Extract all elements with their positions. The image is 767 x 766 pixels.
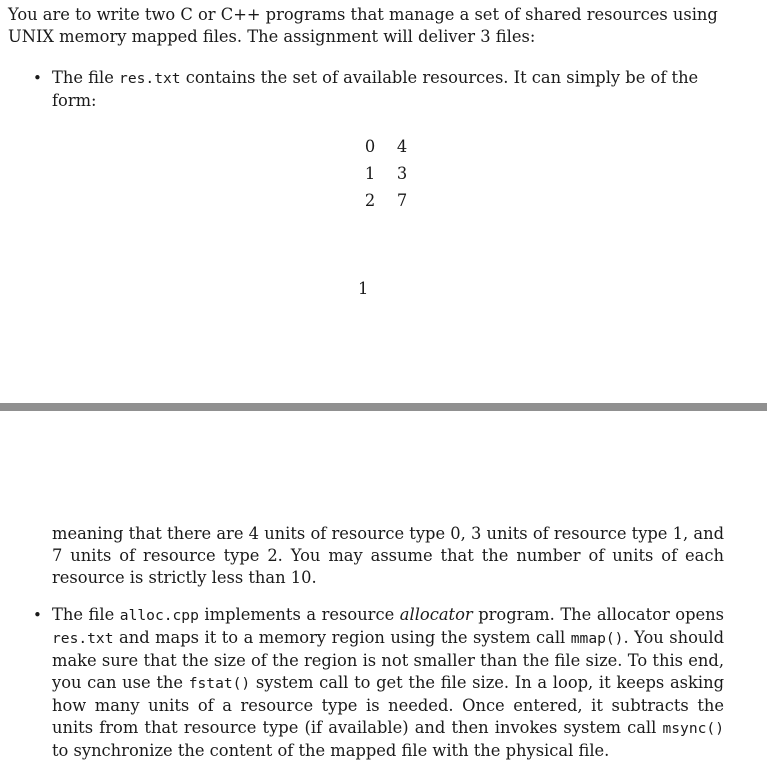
code-alloc-cpp: alloc.cpp xyxy=(119,607,199,624)
table-row xyxy=(360,136,424,163)
item2-s6: system call to get the file size. In a loop, it keeps asking how many units of a resource type is needed. Once entered, it subtracts the units from that resource type (if available) and then invokes system call xyxy=(52,673,725,737)
bullet-point-1: • xyxy=(33,69,42,87)
emphasis-allocator: allocator xyxy=(399,605,473,624)
resource-type-cell: 1 xyxy=(364,164,376,183)
code-res-txt: res.txt xyxy=(119,70,181,87)
item2-s4: and maps it to a memory region using the system call xyxy=(113,628,571,647)
code-msync: msync() xyxy=(662,720,724,737)
page-divider xyxy=(0,403,767,411)
continuation-paragraph: meaning that there are 4 units of resource type 0, 3 units of resource type 1, and 7 units of resource type 2. You may assume that the number of units of each resource is strictly less than 10. xyxy=(52,524,724,587)
code-fstat: fstat() xyxy=(188,675,251,692)
code-res-txt: res.txt xyxy=(52,630,114,647)
intro-paragraph xyxy=(8,4,728,48)
table-row xyxy=(360,190,424,217)
document-page-2 xyxy=(0,412,767,766)
item1-before: The file xyxy=(52,68,120,87)
table-row xyxy=(360,163,424,190)
resource-units-cell: 3 xyxy=(396,164,408,183)
resource-type-cell: 0 xyxy=(364,137,376,156)
resource-type-cell: 2 xyxy=(364,191,376,210)
item1-after: contains the set of available resources. It can simply be of the form: xyxy=(52,68,699,110)
item2-s3: program. The allocator opens xyxy=(472,605,724,624)
list-item-alloc-file xyxy=(52,604,724,762)
resource-table xyxy=(360,136,424,217)
item2-s2: implements a resource xyxy=(198,605,400,624)
item2-s1: The file xyxy=(52,605,120,624)
page-number: 1 xyxy=(358,279,369,298)
bullet-point-2: • xyxy=(33,606,42,624)
resource-units-cell: 7 xyxy=(396,191,408,210)
code-mmap: mmap() xyxy=(570,630,624,647)
intro-text: You are to write two C or C++ programs that manage a set of shared resources using UNIX memory mapped files. The assignment will deliver 3 files: xyxy=(8,5,718,46)
resource-units-cell: 4 xyxy=(396,137,408,156)
item2-s5: . You should make sure that the size of the region is not smaller than the file size. To this end, you can use the xyxy=(52,628,725,692)
item2-s7: to synchronize the content of the mapped file with the physical file. xyxy=(52,741,610,760)
list-item-res-file xyxy=(52,67,732,112)
